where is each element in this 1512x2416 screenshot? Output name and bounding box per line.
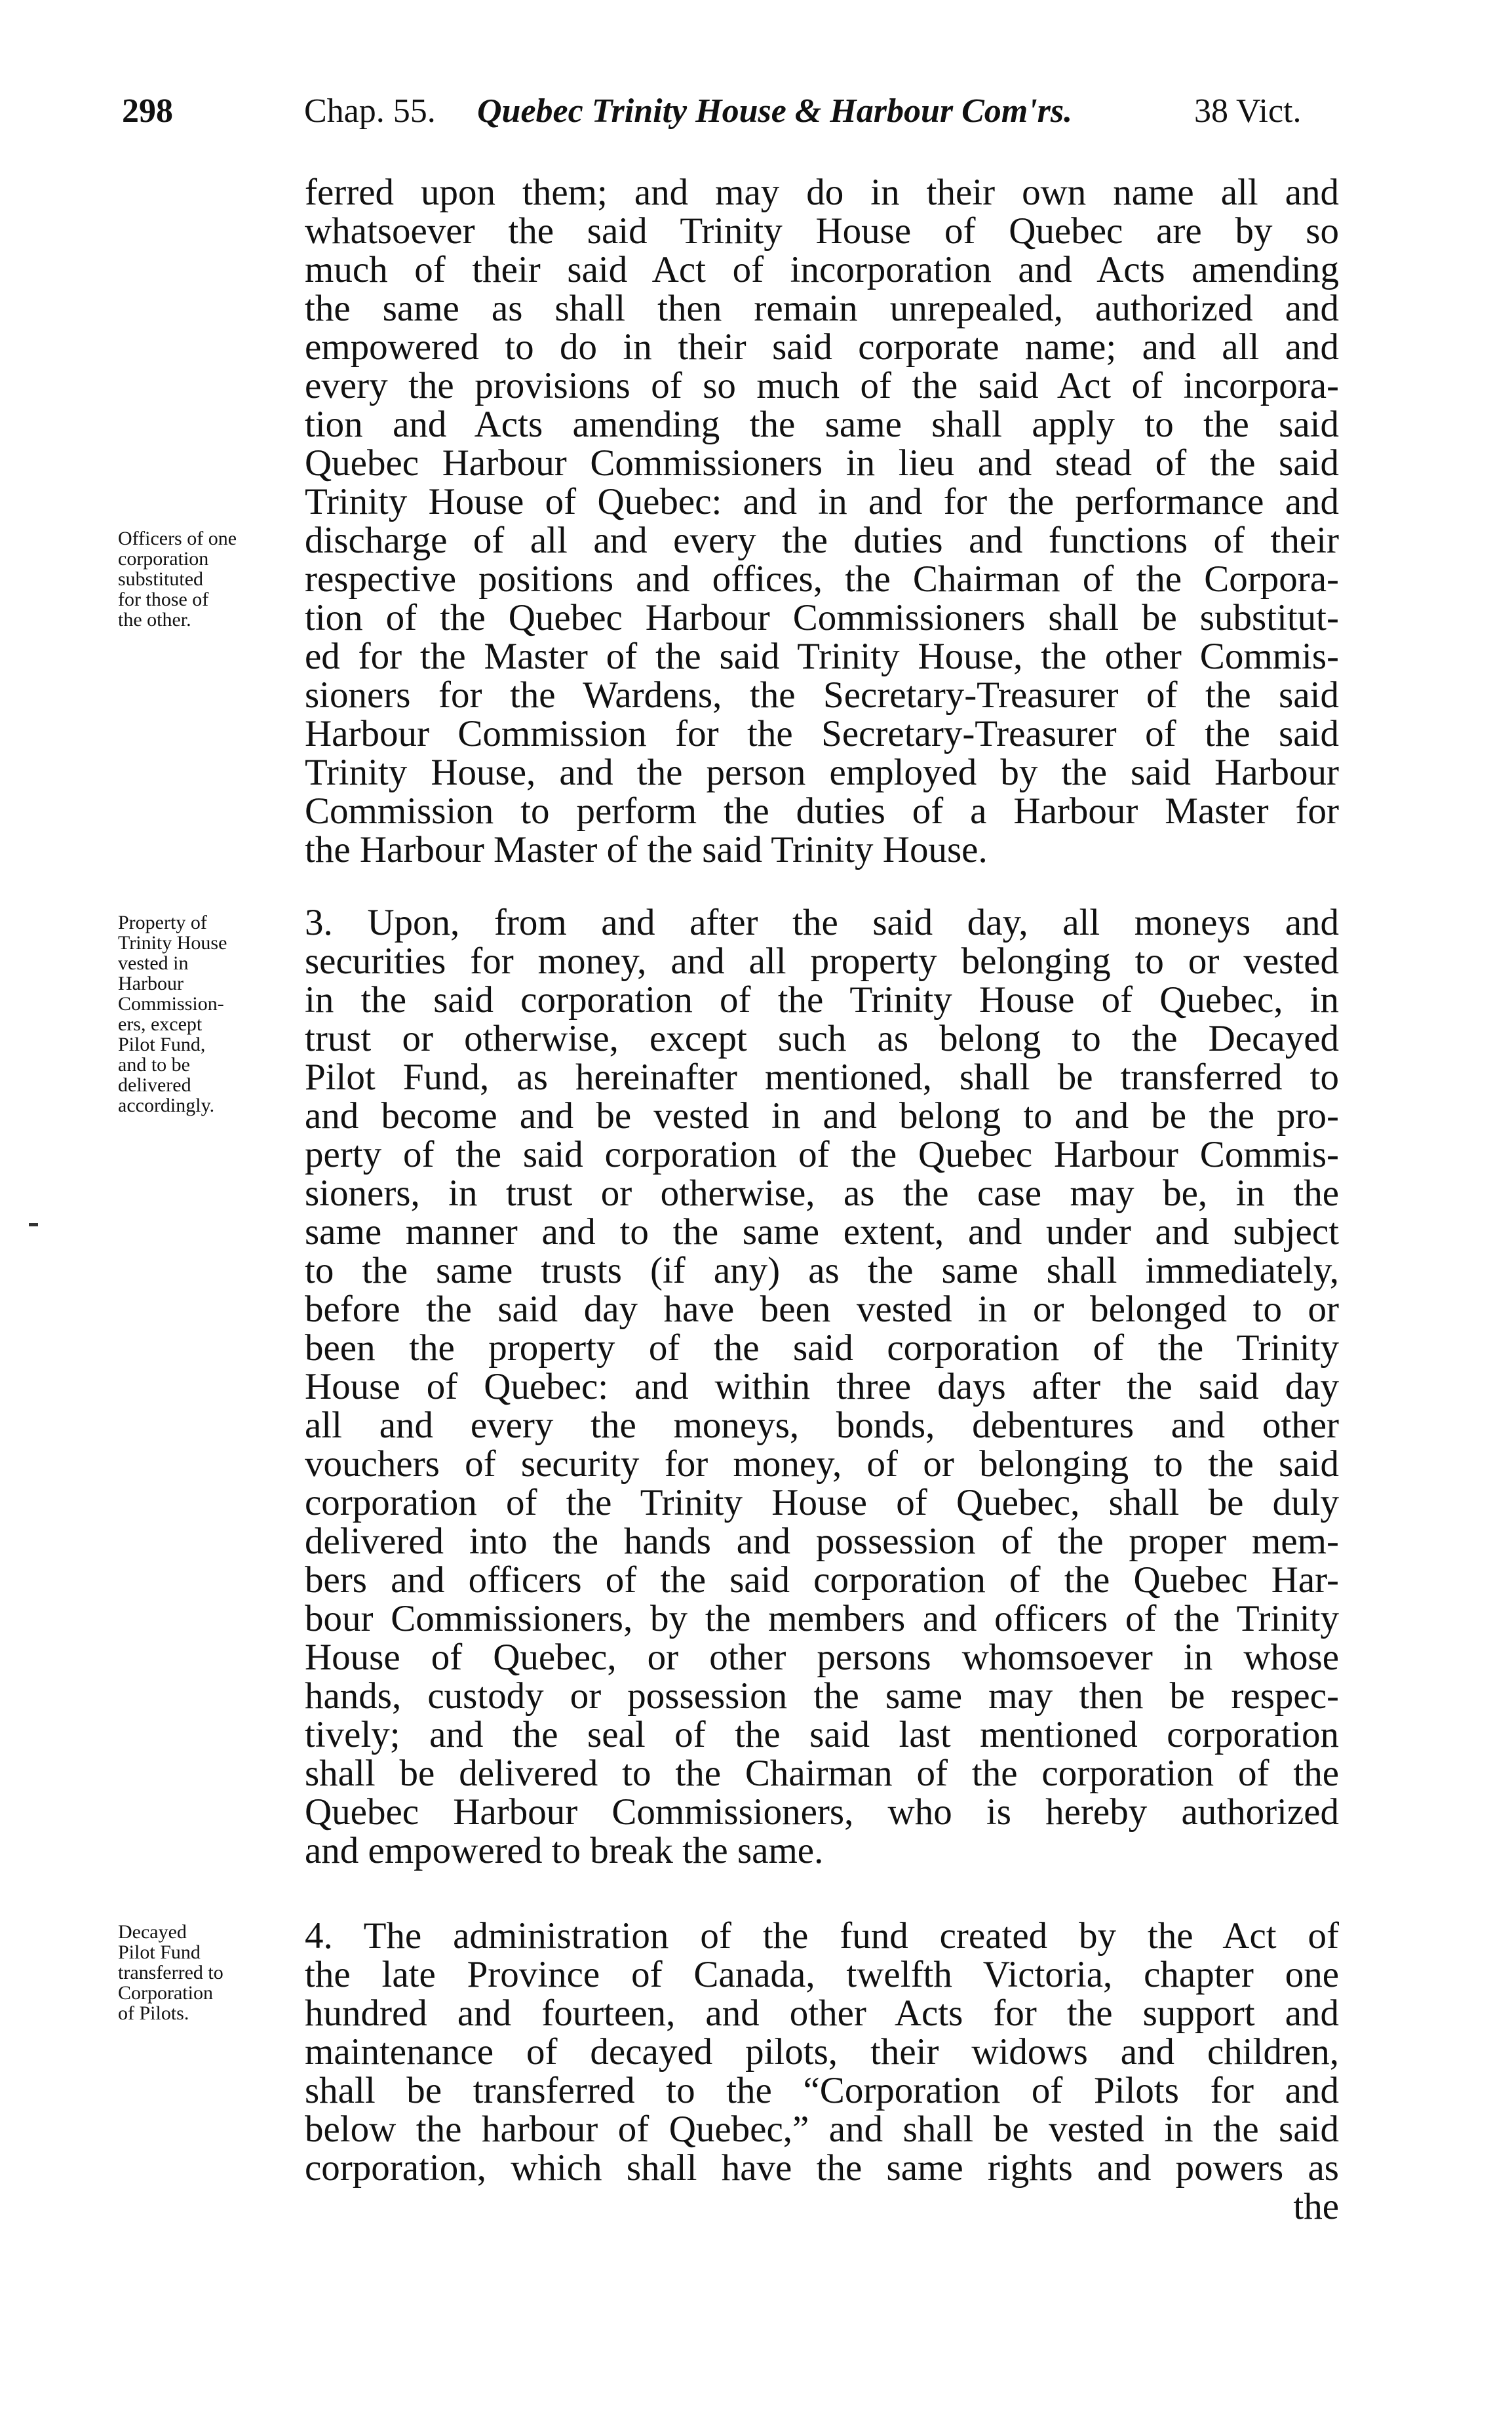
text-line: been the property of the said corporation of the Trinity xyxy=(305,1327,1339,1369)
text-line: perty of the said corporation of the Quebec Harbour Commis- xyxy=(305,1134,1339,1175)
text-line: and empowered to break the same. xyxy=(305,1830,824,1871)
text-line: Commission to perform the duties of a Harbour Master for xyxy=(305,790,1339,832)
text-line: vouchers of security for money, of or belonging to the said xyxy=(305,1443,1339,1485)
text-line: the late Province of Canada, twelfth Victoria, chapter one xyxy=(305,1954,1339,1995)
text-line: discharge of all and every the duties and functions of their xyxy=(305,520,1339,561)
marginal-note-line: for those of xyxy=(118,589,209,610)
text-line: tion of the Quebec Harbour Commissioners shall be substitut- xyxy=(305,597,1339,638)
marginal-note-line: Corporation xyxy=(118,1982,213,2004)
text-line: House of Quebec, or other persons whomsoever in whose xyxy=(305,1637,1339,1678)
text-line: and become and be vested in and belong to and be the pro- xyxy=(305,1095,1339,1137)
text-line: Quebec Harbour Commissioners, who is hereby authorized xyxy=(305,1791,1339,1833)
text-line: bour Commissioners, by the members and officers of the Trinity xyxy=(305,1598,1339,1639)
text-line: Quebec Harbour Commissioners in lieu and stead of the said xyxy=(305,442,1339,484)
page-number: 298 xyxy=(122,92,173,130)
running-title: Quebec Trinity House & Harbour Com'rs. xyxy=(477,92,1073,130)
text-line: hands, custody or possession the same may then be respec- xyxy=(305,1675,1339,1717)
section-4 xyxy=(305,1917,1339,2226)
text-line: ed for the Master of the said Trinity House, the other Commis- xyxy=(305,636,1339,677)
text-line: House of Quebec: and within three days after the said day xyxy=(305,1366,1339,1407)
text-line: sioners, in trust or otherwise, as the case may be, in the xyxy=(305,1173,1339,1214)
marginal-note-line: Harbour xyxy=(118,973,184,994)
text-line: Trinity House, and the person employed by the said Harbour xyxy=(305,752,1339,793)
text-line: every the provisions of so much of the said Act of incorpora- xyxy=(305,365,1339,406)
marginal-note-line: Trinity House xyxy=(118,932,227,954)
marginal-note-line: and to be xyxy=(118,1054,190,1076)
marginal-note-line: substituted xyxy=(118,568,204,590)
text-line: empowered to do in their said corporate name; and all and xyxy=(305,326,1339,368)
text-line: corporation, which shall have the same rights and powers as xyxy=(305,2147,1339,2189)
text-line: delivered into the hands and possession of the proper mem- xyxy=(305,1521,1339,1562)
marginal-note-line: Pilot Fund xyxy=(118,1941,201,1963)
text-line: bers and officers of the said corporation of the Quebec Har- xyxy=(305,1559,1339,1601)
text-line: ferred upon them; and may do in their own name all and xyxy=(305,172,1339,213)
text-line: tion and Acts amending the same shall apply to the said xyxy=(305,404,1339,445)
marginal-note-line: Officers of one xyxy=(118,528,237,549)
text-line: corporation of the Trinity House of Quebec, shall be duly xyxy=(305,1482,1339,1523)
text-line: before the said day have been vested in or belonged to or xyxy=(305,1289,1339,1330)
marginal-note-line: the other. xyxy=(118,609,191,631)
text-line: tively; and the seal of the said last mentioned corporation xyxy=(305,1714,1339,1755)
marginal-note-pilot-fund xyxy=(118,1922,315,2023)
marginal-note-line: Decayed xyxy=(118,1921,187,1943)
catchword: the xyxy=(1293,2186,1339,2227)
text-line: Trinity House of Quebec: and in and for the performance and xyxy=(305,481,1339,522)
paragraph-continuation xyxy=(305,173,1339,869)
text-line: respective positions and offices, the Chairman of the Corpora- xyxy=(305,558,1339,600)
marginal-note-line: delivered xyxy=(118,1074,191,1096)
text-line: Pilot Fund, as hereinafter mentioned, shall be transferred to xyxy=(305,1057,1339,1098)
text-line: 4. The administration of the fund created by the Act of xyxy=(305,1915,1339,1957)
text-line: same manner and to the same extent, and under and subject xyxy=(305,1211,1339,1253)
marginal-note-line: accordingly. xyxy=(118,1095,215,1116)
marginal-note-line: transferred to xyxy=(118,1962,223,1983)
text-line: whatsoever the said Trinity House of Quebec are by so xyxy=(305,210,1339,252)
text-line: the Harbour Master of the said Trinity House. xyxy=(305,829,988,870)
marginal-note-line: Property of xyxy=(118,912,207,933)
marginal-note-property xyxy=(118,912,315,1116)
running-header xyxy=(0,92,1512,138)
text-line: below the harbour of Quebec,” and shall be vested in the said xyxy=(305,2109,1339,2150)
text-line: Harbour Commission for the Secretary-Treasurer of the said xyxy=(305,713,1339,754)
text-line: securities for money, and all property belonging to or vested xyxy=(305,941,1339,982)
marginal-note-officers xyxy=(118,528,315,630)
section-3 xyxy=(305,903,1339,1870)
text-line: hundred and fourteen, and other Acts for the support and xyxy=(305,1993,1339,2034)
marginal-note-line: corporation xyxy=(118,548,209,570)
text-line: shall be transferred to the “Corporation of Pilots for and xyxy=(305,2070,1339,2111)
chapter-label: Chap. 55. xyxy=(304,92,436,130)
regnal-year: 38 Vict. xyxy=(1194,92,1302,130)
text-line: shall be delivered to the Chairman of the corporation of the xyxy=(305,1753,1339,1794)
marginal-note-line: Pilot Fund, xyxy=(118,1034,206,1055)
text-line: 3. Upon, from and after the said day, all moneys and xyxy=(305,902,1339,943)
marginal-note-line: vested in xyxy=(118,952,189,974)
marginal-note-line: of Pilots. xyxy=(118,2002,189,2024)
text-line: trust or otherwise, except such as belong to the Decayed xyxy=(305,1018,1339,1059)
text-line: sioners for the Wardens, the Secretary-Treasurer of the said xyxy=(305,674,1339,716)
text-line: maintenance of decayed pilots, their widows and children, xyxy=(305,2031,1339,2073)
text-line: to the same trusts (if any) as the same shall immediately, xyxy=(305,1250,1339,1291)
text-line: all and every the moneys, bonds, debentures and other xyxy=(305,1405,1339,1446)
text-line: much of their said Act of incorporation and Acts amending xyxy=(305,249,1339,290)
marginal-note-line: Commission- xyxy=(118,993,224,1015)
margin-mark xyxy=(29,1223,38,1226)
text-line: the same as shall then remain unrepealed, authorized and xyxy=(305,288,1339,329)
marginal-note-line: ers, except xyxy=(118,1013,203,1035)
text-line: in the said corporation of the Trinity House of Quebec, in xyxy=(305,979,1339,1021)
